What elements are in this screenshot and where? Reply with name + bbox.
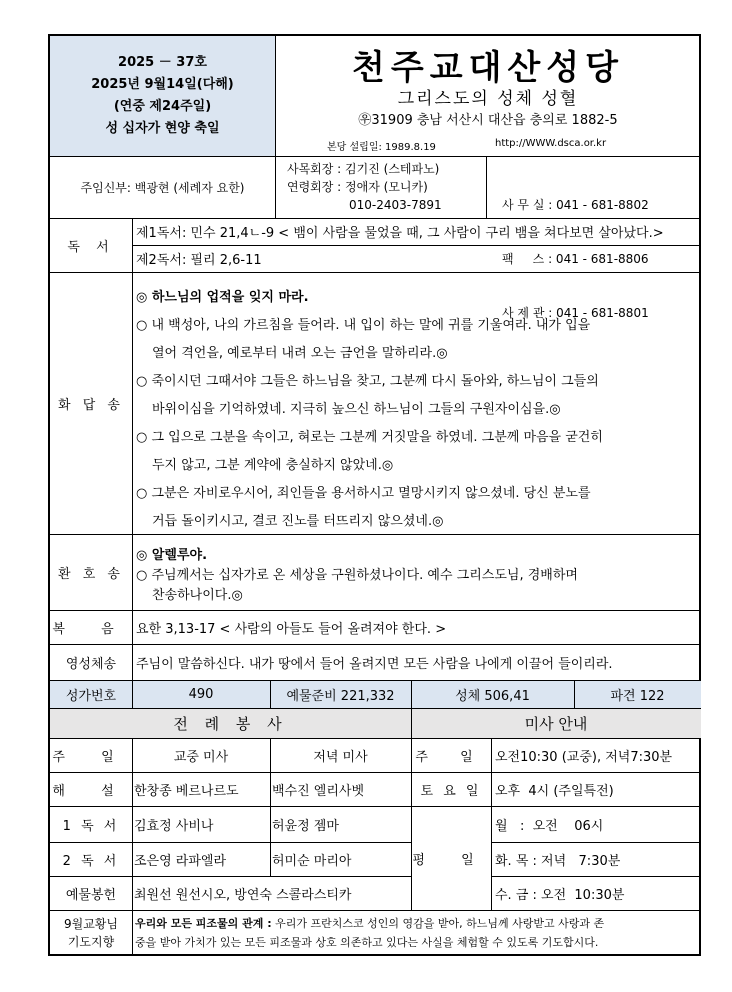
divider [491,876,701,877]
communion-label: 영성체송 [65,656,117,672]
entrance-hymn: 490 [132,680,270,708]
divider [50,738,701,739]
divider [50,610,701,611]
intention-label-line: 9월교황님 [63,917,118,931]
mass-sunday-time: 오전10:30 (교중), 저녁7:30분 [495,749,673,765]
divider [270,738,271,876]
ministry-row-label: 해 설 [52,783,130,799]
divider [50,644,701,645]
acclamation-label: 환 호 송 [58,566,124,582]
dismissal-hymn: 파견 122 [574,680,701,708]
ministry-row-label: 주 일 [52,749,130,765]
mass-saturday-label: 토 요 일 [420,783,482,799]
rectory-phone: 사 제 관 : 041 - 681-8801 [502,306,649,320]
issue-date: 2025년 9월14일(다해) [91,77,234,92]
divider [132,245,701,246]
federation-chair: 연령회장 : 정애자 (모니카) [287,180,428,194]
offering-names: 최원선 원선시오, 방연숙 스콜라스티카 [134,887,352,903]
mass-weekday-label: 평 일 [412,852,490,868]
commentator-main: 한창종 베르나르도 [134,783,239,799]
divider [491,738,492,910]
psalm-label: 화 답 송 [58,397,124,413]
psalm-verse-line: ○ 내 백성아, 나의 가르침을 들어라. 내 입이 하는 말에 귀를 기울여라. 내가 입을 [136,318,591,333]
psalm-verse-line: 바위이심을 기억하였네. 지극히 높으신 하느님이 그들의 구원자이심을.◎ [152,402,561,417]
intention-title: 우리와 모든 피조물의 관계 : [135,917,272,930]
hymn-numbers-label: 성가번호 [50,680,132,708]
intention-label [50,910,132,956]
offering-label: 예물봉헌 [65,887,117,903]
intention-text-line: 우리가 프란치스코 성인의 영감을 받아, 하느님께 사랑받고 사랑과 존 [275,917,605,930]
reader2-evening: 허미순 마리아 [272,853,352,869]
phone-box [486,156,701,320]
commentator-evening: 백수진 엘리사벳 [272,783,365,799]
issue-number: 2025 － 37호 [118,55,207,70]
fax-number: 팩 스 : 041 - 681-8806 [502,252,649,266]
mass-weekday-time: 수. 금 : 오전 10:30분 [495,887,625,903]
communion-text: 주님이 말씀하신다. 내가 땅에서 들어 올려지면 모든 사람을 나에게 이끌어 들이리라. [136,656,613,672]
intention-body [132,910,701,956]
second-reading: 제2독서: 필리 2,6-11 [136,253,262,268]
acclamation-line: ○ 주님께서는 십자가로 온 세상을 구원하셨나이다. 예수 그리스도님, 경배하며 [136,568,578,583]
parish-address: ㉾31909 충남 서산시 대산읍 충의로 1882-5 [358,113,618,128]
divider [50,842,411,843]
mass-weekday-time: 화. 목 : 저녁 7:30분 [495,853,621,869]
divider [574,680,575,708]
divider [270,680,271,708]
gospel-label: 복 음 [52,621,130,637]
parish-name: 천주교대산성당 [352,48,624,88]
divider [491,842,701,843]
divider [50,156,701,157]
divider [132,738,133,956]
ministry-title: 전 례 봉 사 [50,708,411,738]
federation-phone: 010-2403-7891 [349,198,442,212]
main-mass-header: 교중 미사 [173,749,229,765]
mass-weekday-time: 월 : 오전 06시 [495,818,604,834]
website-link[interactable]: http://WWW.dsca.or.kr [495,138,607,149]
readings-label: 독 서 [67,239,115,255]
acclamation-refrain: ◎ 알렐루야. [136,548,208,563]
divider [50,218,701,219]
mass-title: 미사 안내 [411,708,701,738]
intention-label-line: 기도지향 [67,935,115,949]
psalm-body [132,272,701,534]
ministry-row-label: 2 독 서 [62,853,120,869]
mass-sunday-label: 주 일 [415,749,487,765]
psalm-verse-line: 열어 격언을, 예로부터 내려 오는 금언을 말하리라.◎ [152,346,448,361]
first-reading: 제1독서: 민수 21,4ㄴ-9 < 뱀이 사람을 물었을 때, 그 사람이 구리 뱀을 쳐다보면 살아났다.> [136,226,664,241]
psalm-verse-line: ○ 그 입으로 그분을 속이고, 혀로는 그분께 거짓말을 하였네. 그분께 마음을 굳건히 [136,430,603,445]
gospel-text: 요한 3,13-17 < 사람의 아들도 들어 올려져야 한다. > [136,621,447,637]
divider [50,772,701,773]
psalm-refrain: ◎ 하느님의 업적을 잊지 마라. [136,290,309,305]
divider [486,156,487,218]
council-chair: 사목회장 : 김기진 (스테파노) [287,162,440,176]
divider [50,876,411,877]
psalm-verse-line: 거듭 돌이키시고, 결코 진노를 터뜨리지 않으셨네.◎ [152,514,444,529]
divider [50,534,701,535]
reader2-main: 조은영 라파엘라 [134,853,227,869]
divider [50,272,701,273]
divider [132,218,133,708]
parish-box [275,36,701,156]
reader1-main: 김효정 사비나 [134,818,214,834]
divider [50,708,701,709]
divider [50,910,701,911]
divider [411,680,412,910]
acclamation-line: 찬송하나이다.◎ [152,588,243,603]
communion-hymn: 성체 506,41 [411,680,574,708]
pastor-name: 주임신부: 백광현 (세례자 요한) [80,180,245,195]
office-phone: 사 무 실 : 041 - 681-8802 [502,198,649,212]
founded-date: 본당 설립일: 1989.8.19 [327,142,436,153]
ministry-row-label: 1 독 서 [62,818,120,834]
psalm-verse-line: ○ 죽이시던 그때서야 그들은 하느님을 찾고, 그분께 다시 돌아와, 하느님이 그들의 [136,374,599,389]
motto: 그리스도의 성체 성혈 [397,89,579,109]
divider [50,680,701,681]
council-box [275,156,486,218]
acclamation-body [132,534,701,610]
liturgical-week: (연중 제24주일) [113,99,212,114]
psalm-verse-line: 두지 않고, 그분 계약에 충실하지 않았네.◎ [152,458,394,473]
divider [50,806,701,807]
offertory-hymn: 예물준비 221,332 [270,680,411,708]
bulletin [48,34,701,956]
feast-name: 성 십자가 현양 축일 [105,121,220,136]
evening-mass-header: 저녁 미사 [313,749,368,765]
mass-saturday-time: 오후 4시 (주일특전) [495,783,614,799]
reader1-evening: 허윤정 젬마 [272,818,339,834]
divider [275,36,276,218]
issue-box [50,36,275,156]
intention-text-line: 중을 받아 가치가 있는 모든 피조물과 상호 의존하고 있다는 사실을 체험할 수 있도록 기도합시다. [135,936,599,949]
psalm-verse-line: ○ 그분은 자비로우시어, 죄인들을 용서하시고 멸망시키지 않으셨네. 당신 분노를 [136,486,591,501]
